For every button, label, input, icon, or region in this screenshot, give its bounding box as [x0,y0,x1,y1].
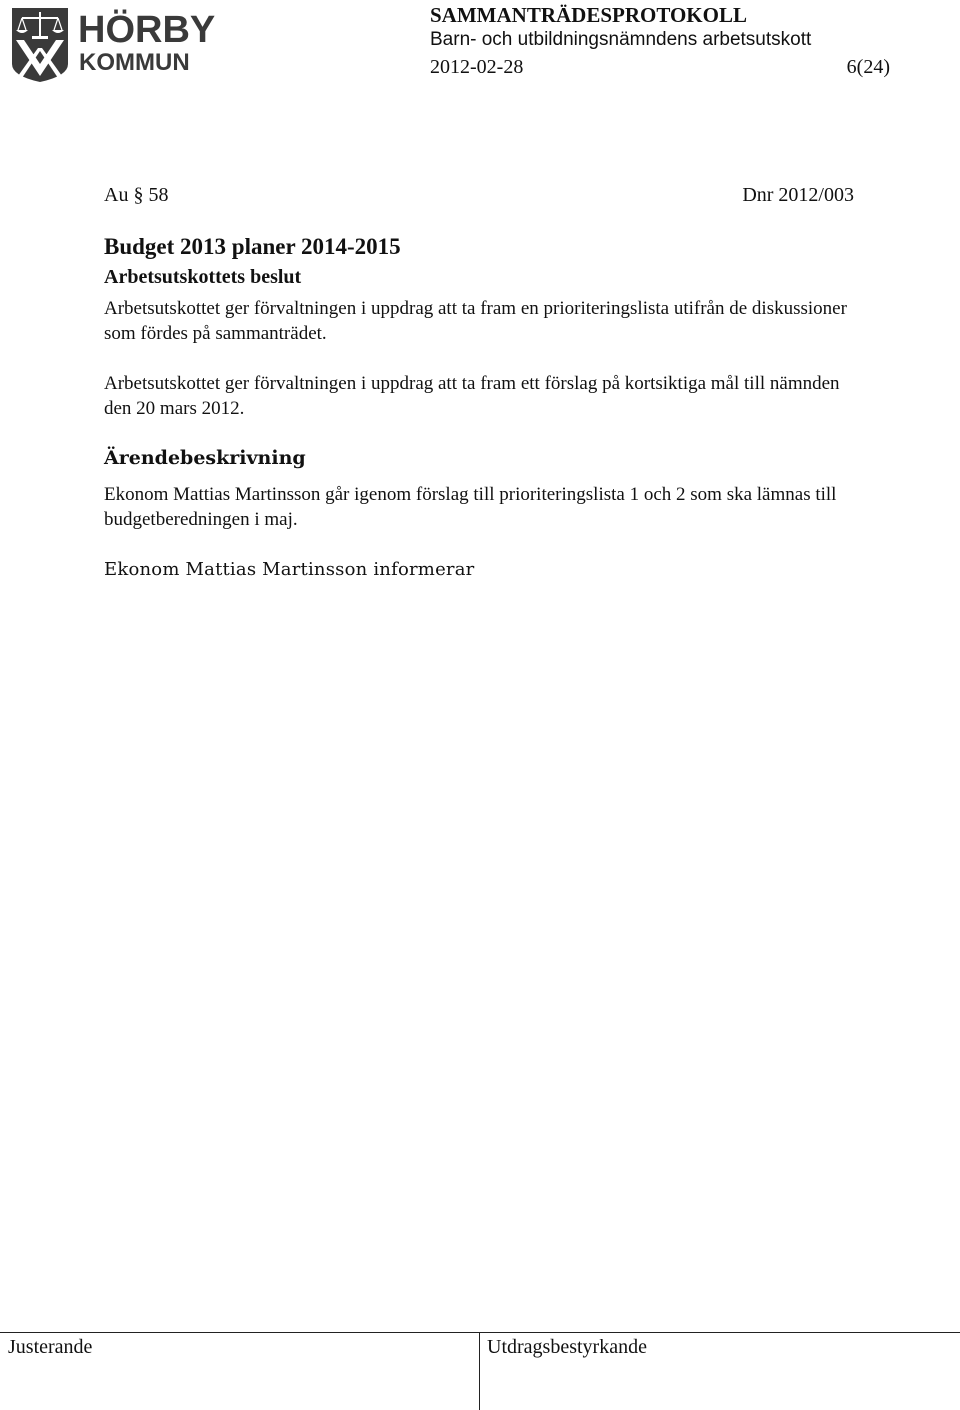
description-paragraph: Ekonom Mattias Martinsson informerar [104,559,475,580]
coat-of-arms-icon [10,4,216,84]
page-number: 6(24) [846,56,890,78]
signature-field-utdragsbestyrkande: Utdragsbestyrkande [487,1336,647,1358]
document-type: SAMMANTRÄDESPROTOKOLL [430,3,747,27]
footer-divider [479,1332,480,1410]
footer-rule [0,1332,960,1333]
logo-wordmark-bottom: KOMMUN [79,49,190,76]
diary-number: Dnr 2012/003 [742,184,854,206]
document-header [430,2,890,80]
logo-wordmark-top: HÖRBY [78,9,216,51]
description-paragraph: Ekonom Mattias Martinsson går igenom förslag till prioriteringslista 1 och 2 som ska lämnas till budgetberedningen i maj. [104,484,837,530]
committee-name: Barn- och utbildningsnämndens arbetsutskott [430,29,812,50]
decision-paragraph: Arbetsutskottet ger förvaltningen i uppdrag att ta fram en prioriteringslista utifrån de diskussioner som fördes på sammanträdet. [104,298,847,344]
page-title: Budget 2013 planer 2014-2015 [104,234,401,259]
date-page-row [430,54,890,80]
municipality-logo [10,4,216,84]
case-row [104,182,854,208]
decision-heading: Arbetsutskottets beslut [104,266,302,288]
meeting-date: 2012-02-28 [430,56,524,78]
signature-field-justerande: Justerande [8,1336,93,1358]
case-number: Au § 58 [104,184,169,206]
decision-paragraph: Arbetsutskottet ger förvaltningen i uppdrag att ta fram ett förslag på kortsiktiga mål till nämnden den 20 mars 2012. [104,373,840,419]
document-body [104,232,864,607]
description-heading: Ärendebeskrivning [104,447,306,469]
